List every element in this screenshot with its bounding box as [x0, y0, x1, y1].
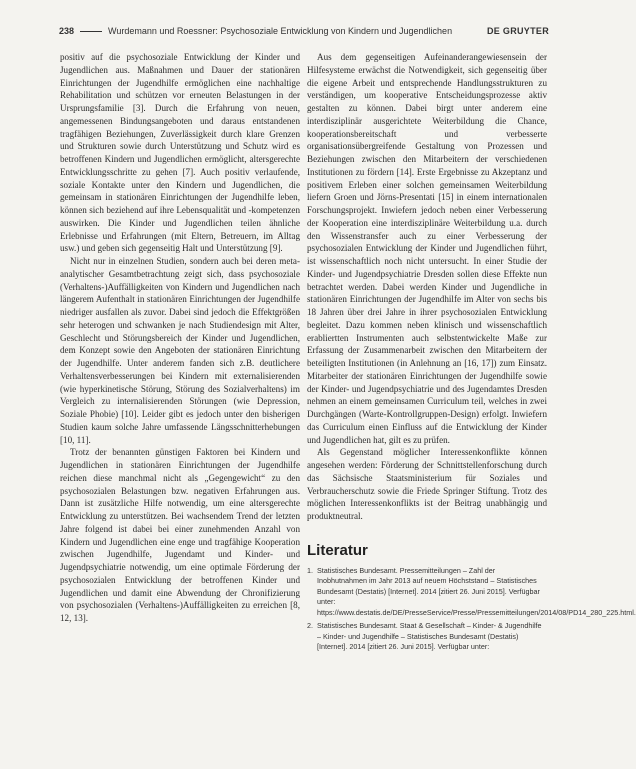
- running-title: Wurdemann und Roessner: Psychosoziale Entwicklung von Kindern und Jugendlichen: [108, 26, 453, 36]
- header-rule: [80, 31, 102, 32]
- paragraph: positiv auf die psychosoziale Entwicklung der Kinder und Jugendlichen aus. Maßnahmen und Dauer der stationären Einrichtungen der Jugendhilfe ermöglichen eine nachhaltige Rehabilitation und schützen vor erneuten Belastungen in der Ursprungsfamilie [3]. Durch die Erfahrung von neuen, angemessenen Bindungsangeboten und daraus entstandenen tragfähigen Beziehungen, Zuverlässigkeit durch klare Grenzen und Strukturen sowie durch Unterstützung und Schutz wird es betroffenen Kindern und Jugendlichen ermöglicht, altersgerechte Entwicklungsschritte zu gehen [7]. Auch positiv verlaufende, soziale Kontakte unter den Kindern und Jugendlichen, die gemeinsam in stationären Einrichtungen der Jugendhilfe leben, können sich beziehend auf ihre Lebensqualität und -kompetenzen auswirken. Die Kinder und Jugendlichen teilen ähnliche Erlebnisse und Erfahrungen (mit Eltern, Betreuern, im Alltag usw.) und geben sich gegenseitig Halt und Unterstützung [9].: [60, 52, 300, 254]
- paragraph: Aus dem gegenseitigen Aufeinanderangewiesensein der Hilfesysteme erwächst die Notwendigkeit, sich gegenseitig über die eigene Arbeit und entsprechende Handlungsstrukturen zu verständigen, um kooperative Entscheidungsprozesse aktiv gestalten zu können. Dabei birgt unter anderem eine interdisziplinär ausgerichtete Weiterbildung die Chance, kooperationsbereitschaft und verbesserte organisationsübergreifende Gestaltung von Prozessen und Beziehungen zwischen den Mitarbeitern der verschiedenen Institutionen zu fördern [14]. Erste Ergebnisse zu Akzeptanz und positivem Erleben einer solchen gemeinsamen Weiterbildung liefern Groen und Jörns-Presentati [15] in einem internationalen Forschungsprojekt. Inwiefern jedoch neben einer Verbesserung der Kooperation eine interdisziplinäre Weiterbildung u.a. durch den Wissenstransfer auch zu einer Verbesserung der psychosozialen Entwicklung der Kinder und Jugendlichen führt, ist wissenschaftlich noch nicht untersucht. In einer Studie der Kinder- und Jugendpsychiatrie Dresden sollen diese Effekte nun betrachtet werden. Dabei werden Kinder und Jugendliche in stationären Einrichtungen der Jugendhilfe im Alter von sechs bis 18 Jahren über drei Jahre in ihrer psychosozialen Entwicklung begleitet. Dazu kommen neben klinisch und wissenschaftlich erabliertten Instrumenten auch selbstentwickelte Maße zur Erfassung der Zusammenarbeit zwischen den Mitarbeitern der beteiligten Institutionen (in Anlehnung an [16, 17]) zum Einsatz. Mitarbeiter der stationären Einrichtungen der Jugendhilfe sowie der Kinder- und Jugendpsychiatrie und des Jugendamtes Dresden nehmen an einem gemeinsamen Curriculum teil, welches in zwei Durchgängen (Warte-Kontrollgruppen-Design) erfolgt. Inwiefern das Curriculum einen Einfluss auf die Entwicklung der Kinder und Jugendlichen hat, gilt es zu prüfen.: [307, 52, 547, 445]
- paragraph: Als Gegenstand möglicher Interessenkonflikte können angesehen werden: Förderung der Schnittstellenforschung durch das Sächsische Staatsministerium für Soziales und Verbraucherschutz sowie die Friede Springer Stiftung. Trotz des möglichen Interessenkonflikts ist der Beitrag unabhängig und produktneutral.: [307, 447, 547, 521]
- literature-heading: Literatur: [307, 541, 368, 559]
- reference-list: [307, 565, 636, 653]
- reference-item: [307, 621, 547, 653]
- right-column: [307, 51, 636, 656]
- left-column: [60, 51, 300, 625]
- paragraph: Trotz der benannten günstigen Faktoren bei Kindern und Jugendlichen in stationären Einrichtungen der Jugendhilfe reichen diese manchmal nicht als „Gegengewicht“ zu den psychosozialen Belastungen bzw. negativen Erfahrungen aus. Dann ist zusätzliche Hilfe notwendig, um eine altersgerechte Entwicklung zu unterstützen. Bei wachsendem Trend der letzten Jahre folgend ist dabei bei einer zunehmenden Anzahl von Kindern und Jugendlichen eine enge und tragfähige Kooperation zwischen Jugendhilfe, Jugendamt und Kinder- und Jugendpsychiatrie notwendig, um eine optimale Förderung der psychosozialen Entwicklung der betroffenen Kinder und Jugendlichen und damit eine Abwendung der Chronifizierung von psychosozialen (Verhaltens-)Auffälligkeiten zu erreichen [8, 12, 13].: [60, 447, 300, 623]
- reference-text: Statistisches Bundesamt. Pressemitteilungen – Zahl der Inobhutnahmen im Jahr 2013 auf neuem Höchststand – Statistisches Bundesamt (Destatis) [Internet]. 2014 [zitiert 26. Juni 2015]. Verfügbar unter: https://www.destatis.de/DE/PresseService/Presse/Pressemitteilungen/2014/08/PD14_280_225.html.: [317, 565, 636, 617]
- reference-text: Statistisches Bundesamt. Staat & Gesellschaft – Kinder- & Jugendhilfe – Kinder- und Jugendhilfe – Statistisches Bundesamt (Destatis) [Internet]. 2014 [zitiert 26. Juni 2015]. Verfügbar unter:: [317, 621, 542, 651]
- page-number: 238: [59, 26, 75, 36]
- publisher-logo: DE GRUYTER: [486, 26, 549, 36]
- reference-number: 1.: [307, 565, 313, 575]
- reference-number: 2.: [307, 621, 313, 630]
- running-header: [59, 24, 549, 38]
- paragraph: Nicht nur in einzelnen Studien, sondern auch bei deren meta-analytischer Gesamtbetrachtung zeigt sich, dass psychosoziale (Verhaltens-)Auffälligkeiten von Kindern und Jugendlichen nach längerem Aufenthalt in stationären Einrichtungen der Jugendhilfe niedriger ausfallen als zuvor. Dabei sind jedoch die Effektgrößen sehr heterogen und schwanken je nach Studiendesign mit Alter, Geschlecht und Störungsbereich der Kinder und Jugendlichen, dem Konzept sowie den Angeboten der stationären Einrichtung der Jugendhilfe. Unter anderem fanden sich z.B. deutlichere Verhaltensverbesserungen bei Kindern mit externalisierenden (wie hyperkinetische Störung, Störung des Sozialverhaltens) im Vergleich zu internalisierenden Störungen (wie Depression, Soziale Phobie) [10]. Leider gibt es jedoch unter den bisherigen Studien kaum solche Jahre umfassende Längsschnitterhebungen [10, 11].: [60, 256, 300, 445]
- reference-item: [307, 565, 636, 619]
